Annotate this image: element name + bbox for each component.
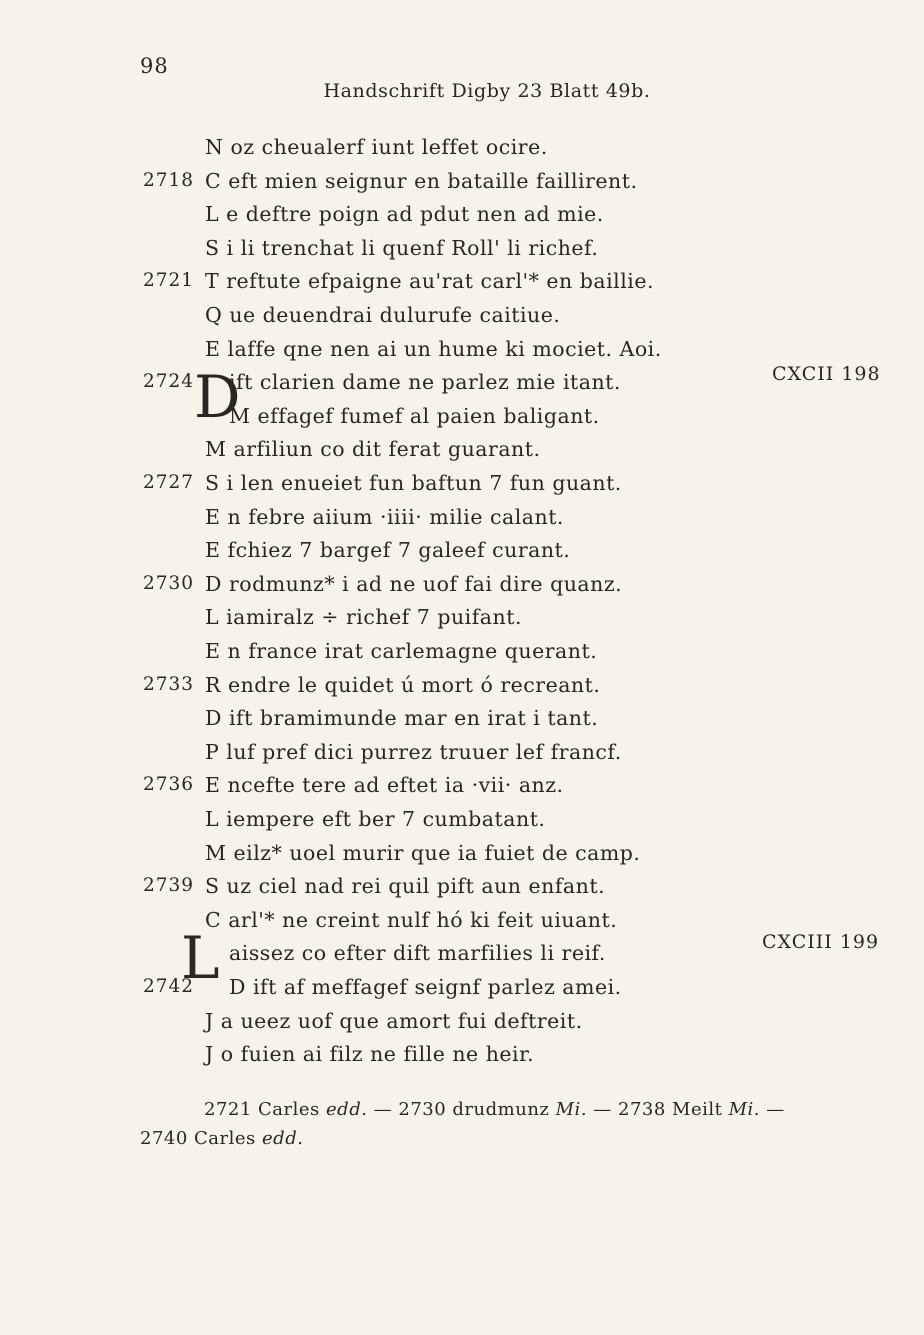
verse-text: S i li trenchat li quenf Roll' li richef. [205,235,599,260]
verse-line [0,1038,924,1070]
verse-line [0,669,924,701]
verse-line [0,635,924,667]
verse-line [0,1005,924,1037]
verse-text: D ift af meffagef seignf parlez amei. [229,975,622,999]
verse-text: T reftute efpaigne au'rat carl'* en baillie. [205,269,654,294]
verse-line [0,400,924,432]
footnote-segment: edd. [262,1128,304,1149]
verse-text: E laffe qne nen ai un hume ki mociet. Aoi. [205,336,662,361]
verse-line [0,165,924,197]
line-number: 2721 [143,270,195,292]
footnote-line [140,1124,900,1153]
verse-line [0,769,924,801]
verse-line [0,971,924,1003]
verse-line [0,265,924,297]
verse-line [0,299,924,331]
footnote-segment: Mi. [728,1099,760,1120]
verse-line [0,702,924,734]
verse-text: aissez co efter dift marfilies li reif. [229,941,606,966]
verse-line [0,870,924,902]
footnote-segment: Mi. [555,1099,588,1120]
line-number: 2718 [143,169,195,191]
verse-text: M eilz* uoel murir que ia fuiet de camp. [205,840,641,865]
line-number: 2727 [143,472,195,493]
verse-text: E ncefte tere ad eftet ia ·vii· anz. [205,773,564,798]
verse-text: ift clarien dame ne parlez mie itant. [229,370,621,395]
verse-text: E n france irat carlemagne querant. [205,639,598,663]
footnote-line [140,1095,900,1124]
verse-text: J o fuien ai filz ne fille ne heir. [205,1042,535,1067]
verse-text: S uz ciel nad rei quil pift aun enfant. [205,874,606,899]
verse-line [0,568,924,600]
footnote-segment: edd. [326,1099,368,1120]
line-number: 2739 [143,875,195,897]
line-number: 2724 [143,371,195,393]
verse-line [0,601,924,633]
page-number: 98 [140,54,169,78]
verse-text: E fchiez 7 bargef 7 galeef curant. [205,538,571,563]
line-number: 2736 [143,774,195,796]
verse-text: J a ueez uof que amort fui deftreit. [205,1008,583,1033]
verse-line [0,837,924,869]
verse-text: N oz cheualerf iunt leffet ocire. [205,135,548,159]
verse-text: C eft mien seignur en bataille faillirent. [205,168,638,193]
line-number: 2733 [143,673,195,695]
verse-text: D ift bramimunde mar en irat i tant. [205,706,599,731]
verse-line [0,467,924,499]
verse-line [0,534,924,566]
line-number: 2730 [143,572,195,594]
verse-text: L e deftre poign ad pdut nen ad mie. [205,202,604,227]
line-number: 2742 [143,976,195,997]
footnote-segment: 2740 Carles [140,1128,263,1149]
footnote-segment: — 2738 Meilt [587,1099,729,1120]
running-head: Handschrift Digby 23 Blatt 49b. [323,80,651,102]
verse-text: C arl'* ne creint nulf hó ki feit uiuant. [205,907,618,932]
verse-text: M arfiliun co dit ferat guarant. [205,437,541,462]
verse-text: L iamiralz ÷ richef 7 puifant. [205,605,522,630]
verse-line [0,333,924,365]
footnote-segment: 2721 Carles [204,1099,327,1120]
verse-line [0,131,924,163]
decorated-initial-l: L [181,924,220,992]
verse-text: E n febre aiium ·iiii· milie calant. [205,504,564,529]
decorated-initial-d: D [194,363,241,431]
verse-text: D rodmunz* i ad ne uof fai dire quanz. [205,571,623,596]
laisse-marker-cxcii: CXCII 198 [772,363,881,385]
footnotes [140,1095,900,1153]
verse-text: P luf pref dici purrez truuer lef francf. [205,739,622,764]
verse-line [0,501,924,533]
verse-line [0,198,924,230]
verse-text: R endre le quidet ú mort ó recreant. [205,672,601,697]
footnote-segment: — 2730 drudmunz [367,1099,556,1120]
verse-text: M effagef fumef al paien baligant. [229,403,600,428]
verse-line [0,433,924,465]
footnote-segment: — [760,1099,785,1120]
verse-line [0,803,924,835]
verse-line [0,232,924,264]
verse-text: Q ue deuendrai dulurufe caitiue. [205,303,561,327]
laisse-marker-cxciii: CXCIII 199 [762,931,880,953]
verse-text: L iempere eft ber 7 cumbatant. [205,807,546,831]
verse-line [0,736,924,768]
verse-text: S i len enueiet fun baftun 7 fun guant. [205,471,622,495]
